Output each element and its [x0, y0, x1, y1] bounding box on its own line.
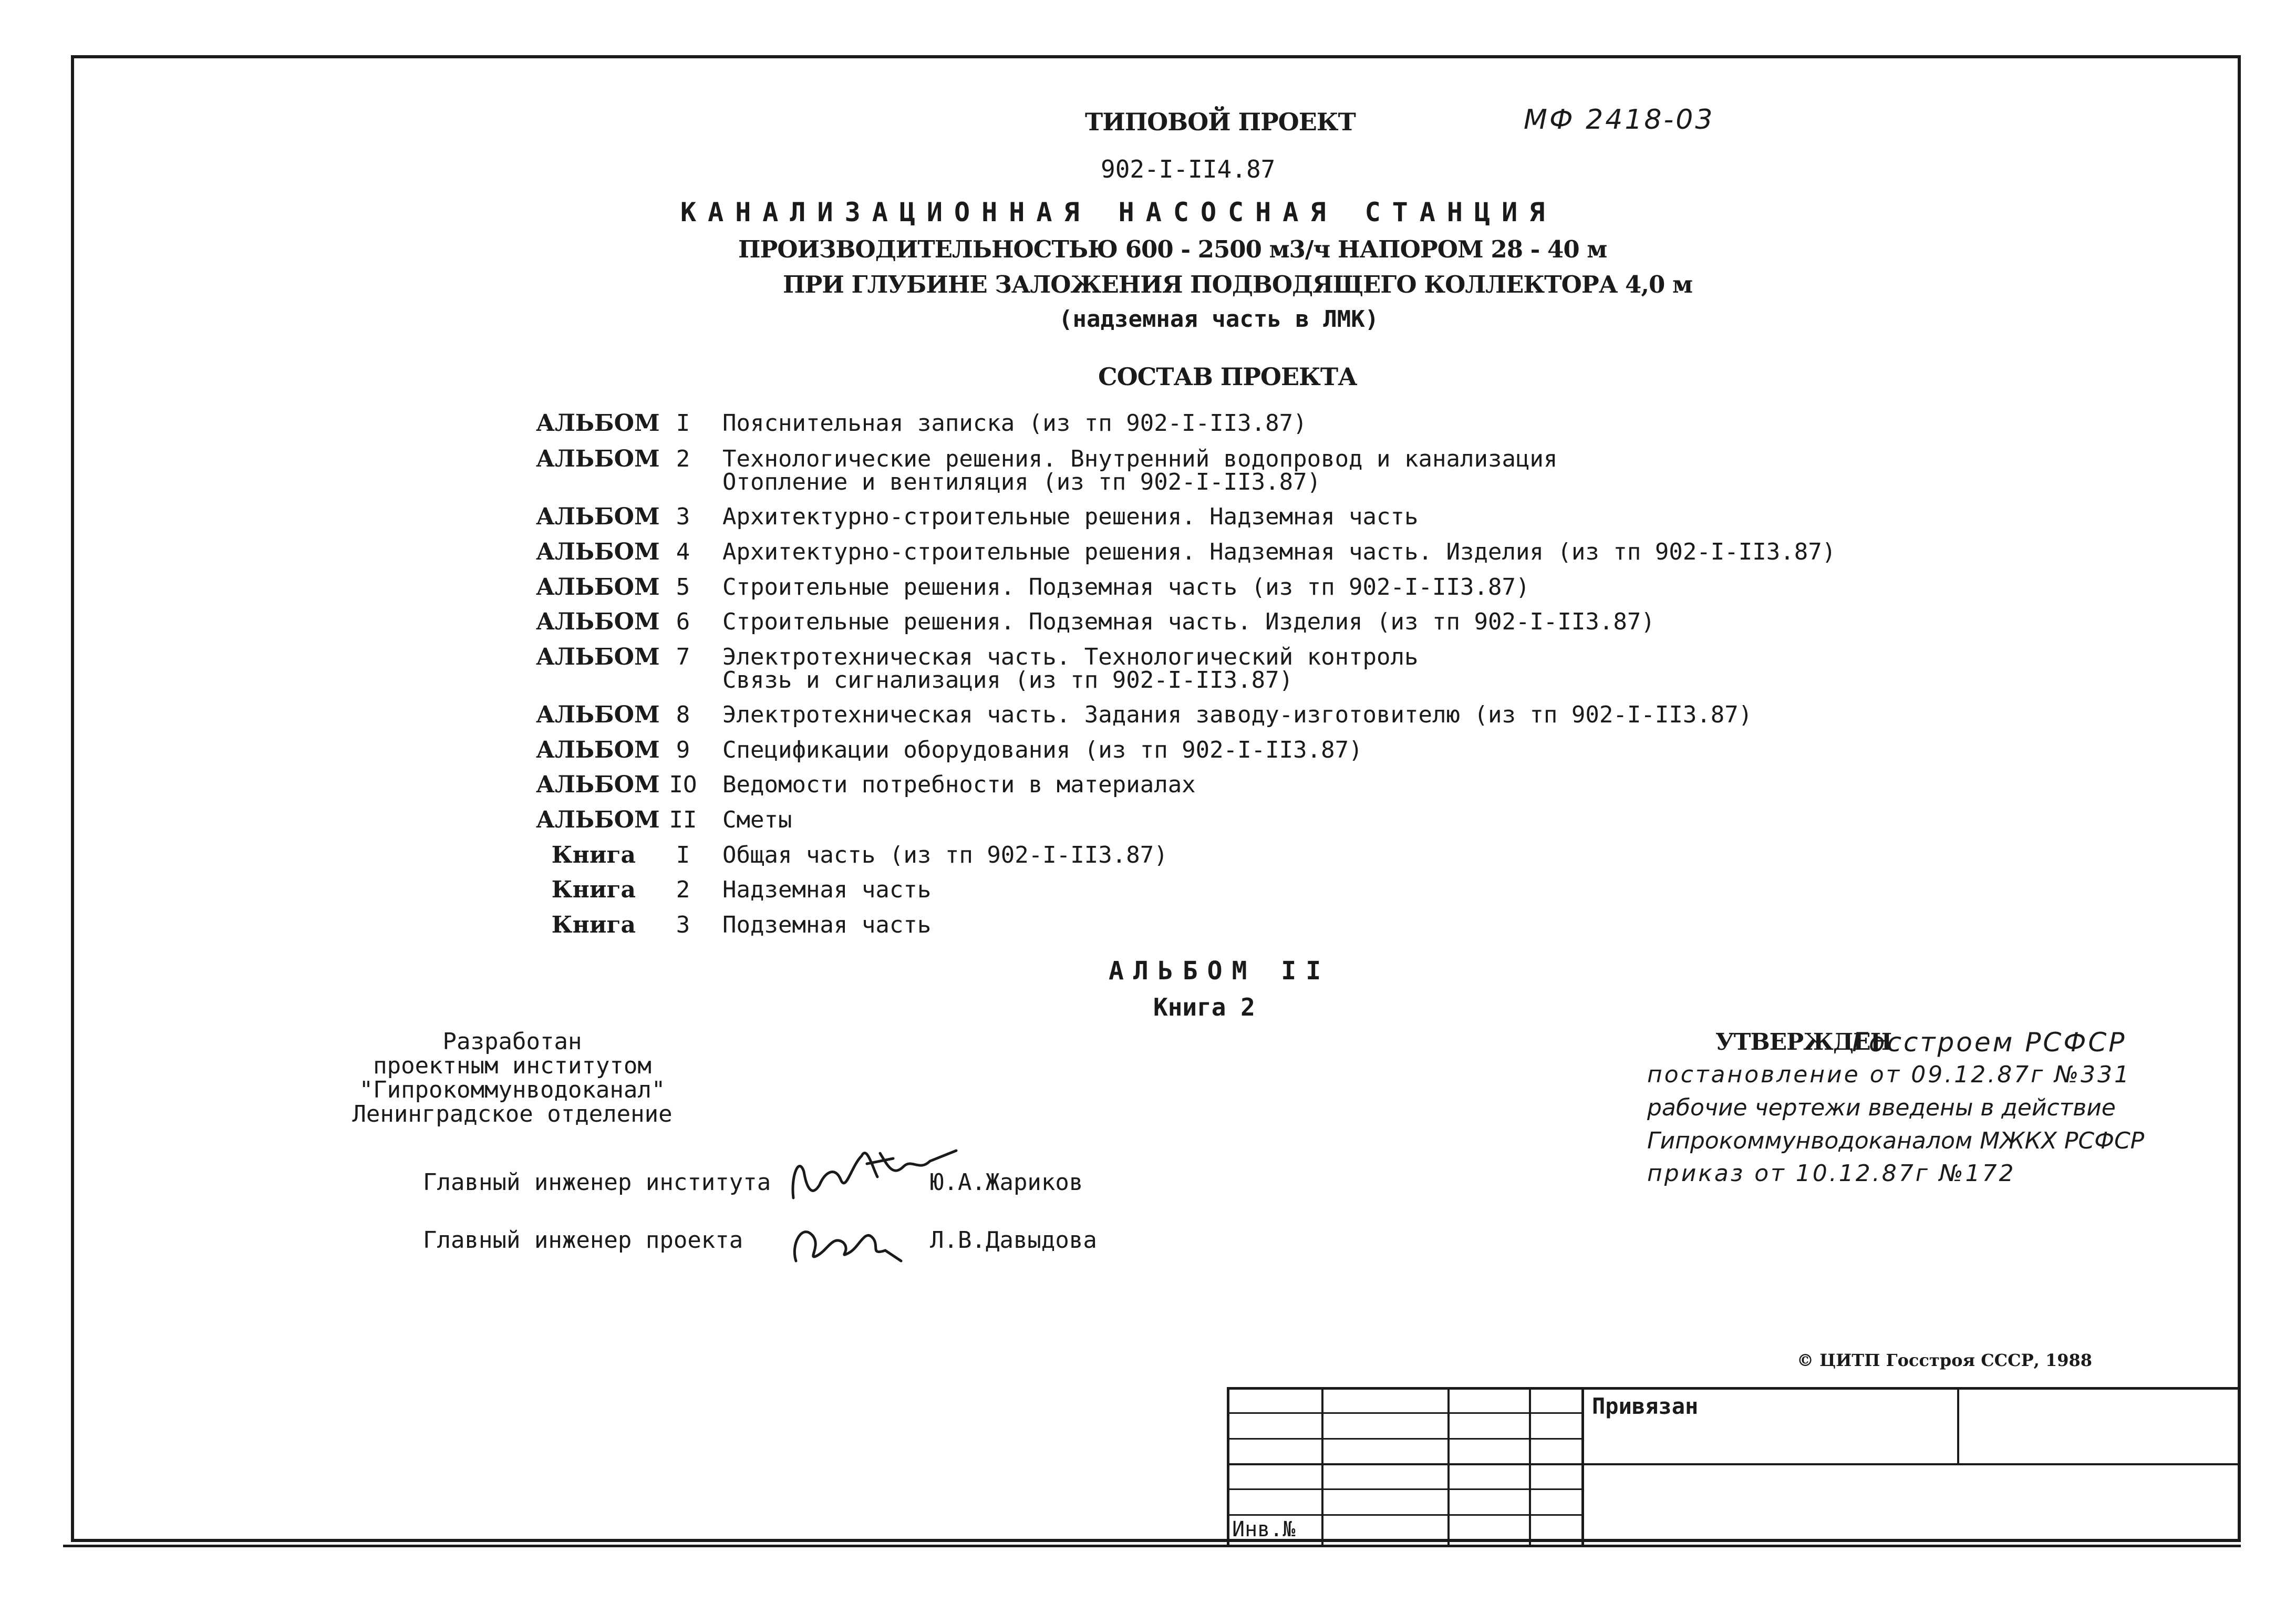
item-text: Надземная часть: [722, 876, 932, 903]
item-text: Ведомости потребности в материалах: [722, 771, 1196, 798]
attached-label: Привязан: [1592, 1393, 1699, 1419]
item-text: Электротехническая часть. Технологический контроль Связь и сигнализация (из тп 902-I-II3.87): [722, 644, 1419, 694]
item-text: Общая часть (из тп 902-I-II3.87): [722, 842, 1168, 868]
item-kind: АЛЬБОМ: [536, 446, 660, 472]
item-text: Сметы: [722, 806, 792, 833]
approval-handwritten: Гипрокоммунводоканалом МЖКХ РСФСР: [1647, 1127, 2145, 1154]
approval-handwritten: постановление от 09.12.87г №331: [1647, 1061, 2132, 1088]
item-number: 5: [676, 574, 690, 601]
item-kind: АЛЬБОМ: [536, 410, 660, 437]
item-number: 4: [676, 539, 690, 565]
tb-line: [1321, 1387, 1323, 1547]
item-number: I: [676, 410, 690, 437]
tb-line: [1227, 1488, 1581, 1490]
tb-line: [1227, 1545, 2241, 1547]
inventory-label: Инв.№: [1232, 1517, 1296, 1541]
item-kind: Книга: [551, 912, 636, 938]
item-kind: АЛЬБОМ: [536, 737, 660, 763]
tb-line: [1227, 1438, 1581, 1440]
tb-line: [1529, 1387, 1531, 1547]
title-line-note: (надземная часть в ЛМК): [1059, 306, 1379, 333]
item-number: 6: [676, 608, 690, 635]
approval-handwritten: Госстроем РСФСР: [1852, 1027, 2127, 1058]
tb-line: [1581, 1387, 1584, 1547]
item-text: Строительные решения. Подземная часть (из тп 902-I-II3.87): [722, 574, 1530, 601]
item-kind: АЛЬБОМ: [536, 539, 660, 565]
bottom-rule: [63, 1545, 1229, 1547]
item-kind: АЛЬБОМ: [536, 503, 660, 530]
tb-line: [1957, 1387, 1959, 1463]
project-title: КАНАЛИЗАЦИОННАЯ НАСОСНАЯ СТАНЦИЯ: [680, 197, 1557, 227]
item-kind: АЛЬБОМ: [536, 574, 660, 601]
item-number: 9: [676, 737, 690, 763]
item-kind: Книга: [551, 842, 636, 868]
item-text: Спецификации оборудования (из тп 902-I-II3.87): [722, 737, 1363, 763]
tb-line: [1227, 1463, 2241, 1465]
item-number: I: [676, 842, 690, 868]
chief-institute-label: Главный инженер института: [423, 1169, 771, 1196]
copyright: © ЦИТП Госстроя СССР, 1988: [1797, 1350, 2093, 1370]
project-number: 902-I-II4.87: [1101, 155, 1276, 183]
tb-line: [1227, 1514, 1581, 1516]
item-kind: АЛЬБОМ: [536, 771, 660, 798]
item-text: Архитектурно-строительные решения. Надземная часть: [722, 503, 1419, 530]
item-kind: АЛЬБОМ: [536, 701, 660, 728]
developer-block: [336, 1030, 688, 1126]
handwritten-code: МФ 2418-03: [1524, 104, 1715, 136]
tb-line: [1227, 1387, 1229, 1547]
item-number: 8: [676, 701, 690, 728]
item-number: IO: [669, 771, 697, 798]
chief-project-label: Главный инженер проекта: [423, 1227, 743, 1254]
title-line-capacity: ПРОИЗВОДИТЕЛЬНОСТЬЮ 600 - 2500 м3/ч НАПОРОМ 28 - 40 м: [738, 235, 1607, 263]
item-text: Строительные решения. Подземная часть. Изделия (из тп 902-I-II3.87): [722, 608, 1655, 635]
item-text: Архитектурно-строительные решения. Надземная часть. Изделия (из тп 902-I-II3.87): [722, 539, 1836, 565]
title-line-depth: ПРИ ГЛУБИНЕ ЗАЛОЖЕНИЯ ПОДВОДЯЩЕГО КОЛЛЕКТОРА 4,0 м: [783, 271, 1693, 298]
item-number: 3: [676, 912, 690, 938]
tb-line: [1227, 1412, 1581, 1414]
item-text: Электротехническая часть. Задания заводу-изготовителю (из тп 902-I-II3.87): [722, 701, 1753, 728]
typical-project-label: ТИПОВОЙ ПРОЕКТ: [1085, 108, 1356, 136]
item-kind: АЛЬБОМ: [536, 644, 660, 670]
item-kind: АЛЬБОМ: [536, 608, 660, 635]
developer-line: "Гипрокоммунводоканал": [359, 1077, 666, 1103]
composition-heading: СОСТАВ ПРОЕКТА: [1098, 363, 1357, 391]
current-album: АЛЬБОМ II: [1109, 956, 1331, 986]
developer-line: Ленинградское отделение: [352, 1101, 673, 1127]
item-number: 3: [676, 503, 690, 530]
item-number: II: [669, 806, 697, 833]
item-text: Подземная часть: [722, 912, 932, 938]
item-number: 7: [676, 644, 690, 670]
tb-line: [1447, 1387, 1450, 1547]
item-kind: АЛЬБОМ: [536, 806, 660, 833]
current-book: Книга 2: [1153, 993, 1255, 1021]
chief-project-name: Л.В.Давыдова: [930, 1227, 1097, 1254]
signature-davydova: [785, 1214, 906, 1271]
item-number: 2: [676, 876, 690, 903]
item-number: 2: [676, 446, 690, 472]
tb-line: [1227, 1387, 2241, 1390]
approval-handwritten: рабочие чертежи введены в действие: [1647, 1094, 2116, 1121]
approved-label: УТВЕРЖДЕН: [1715, 1029, 1892, 1056]
title-block: [1227, 1387, 2241, 1547]
developer-line: Разработан: [442, 1028, 582, 1055]
chief-institute-name: Ю.А.Жариков: [930, 1169, 1083, 1196]
developer-line: проектным институтом: [373, 1052, 651, 1079]
item-kind: Книга: [551, 876, 636, 903]
item-text: Пояснительная записка (из тп 902-I-II3.87): [722, 410, 1307, 437]
item-text: Технологические решения. Внутренний водопровод и канализация Отопление и вентиляция (из тп 902-I-II3.87): [722, 446, 1558, 495]
approval-handwritten: приказ от 10.12.87г №172: [1647, 1160, 2016, 1187]
